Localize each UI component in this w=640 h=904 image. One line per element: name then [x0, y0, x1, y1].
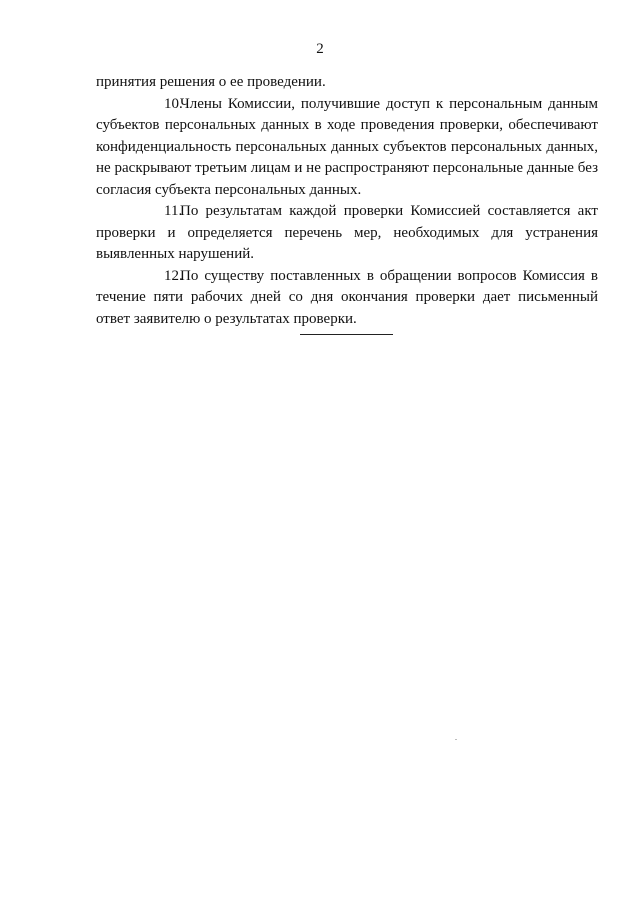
list-item-11 — [96, 201, 598, 266]
list-item-12 — [96, 266, 598, 331]
scan-speck — [455, 739, 457, 740]
item-number: 10. — [164, 95, 183, 112]
item-text: Члены Комиссии, получившие доступ к персональным данным субъектов персональных данных в ходе проведения проверки, обеспечивают конфиденциальность персональных данных субъектов персональных данных, не раскрывают третьим лицам и не распространяют персональные данные без согласия субъекта персональных данных. — [96, 95, 598, 198]
continued-paragraph: принятия решения о ее проведении. — [96, 74, 326, 90]
document-body — [96, 72, 598, 330]
item-number: 11. — [164, 203, 183, 219]
item-number: 12. — [164, 267, 183, 284]
list-item-10 — [96, 94, 598, 202]
page-number: 2 — [316, 41, 324, 57]
item-text: По существу поставленных в обращении вопросов Комиссия в течение пяти рабочих дней со дня окончания проверки дает письменный ответ заявителю о результатах проверки. — [96, 267, 598, 327]
end-separator-line — [300, 334, 393, 335]
item-text: По результатам каждой проверки Комиссией составляется акт проверки и определяется перечень мер, необходимых для устранения выявленных нарушений. — [96, 203, 598, 262]
